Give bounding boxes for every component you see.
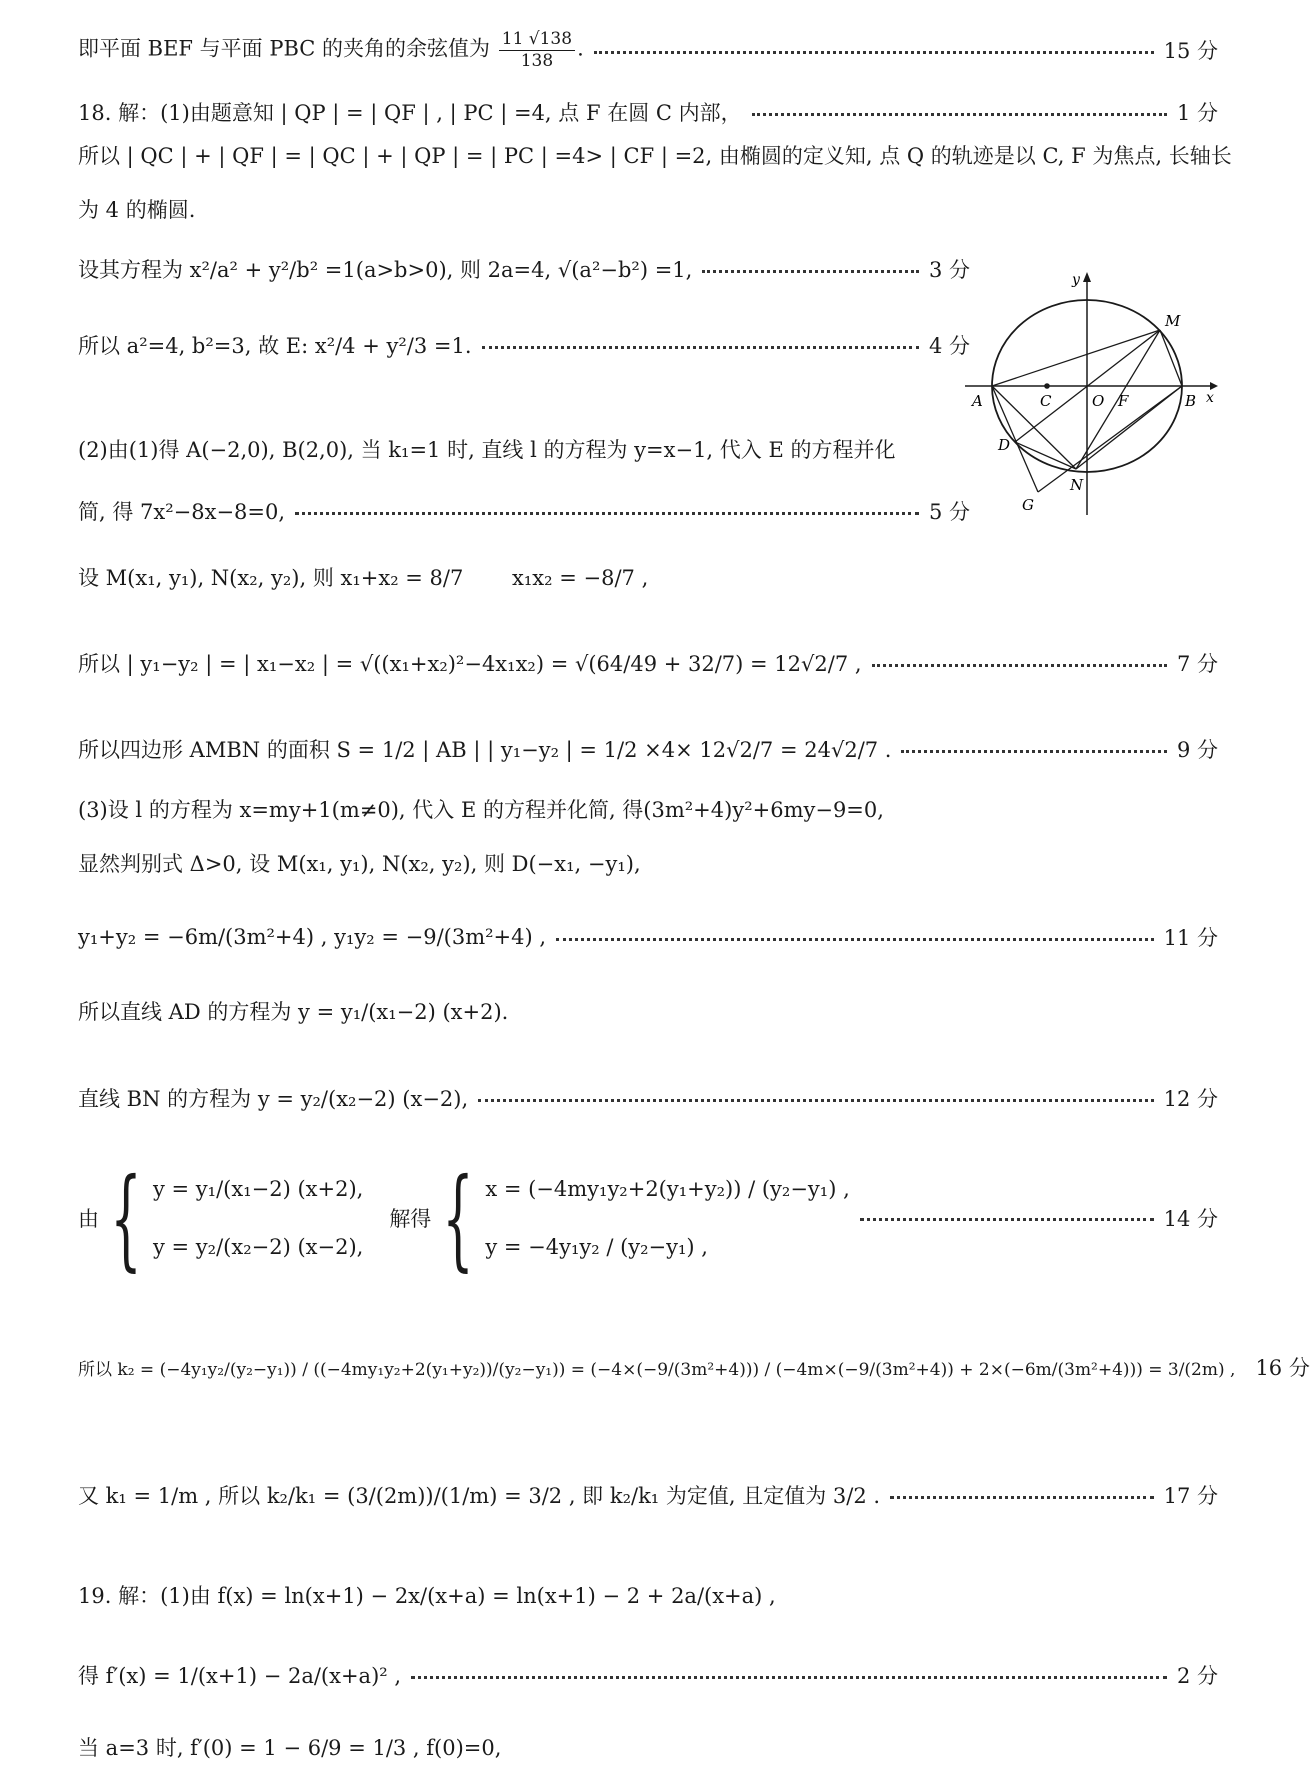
solution-18-line-6	[78, 330, 970, 360]
solution-18-line-7: (2)由(1)得 A(−2,0), B(2,0), 当 k₁=1 时, 直线 l 的方程为 y=x−1, 代入 E 的方程并化	[78, 438, 896, 462]
label-N: N	[1070, 476, 1084, 494]
segment-AM	[992, 330, 1160, 386]
score-label: 4 分	[928, 334, 970, 358]
score-label: 5 分	[928, 500, 970, 524]
score-label: 3 分	[928, 258, 970, 282]
left-brace: {	[442, 1153, 475, 1282]
conclusion-line-17: 即平面 BEF 与平面 PBC 的夹角的余弦值为 $\frac{11 √138}{138}$ . 15 分	[78, 29, 1218, 71]
score-label: 16 分	[1255, 1356, 1310, 1380]
dot-leader	[482, 346, 919, 349]
line-text: 所以四边形 AMBN 的面积 S = 1/2 | AB | | y₁−y₂ | = 1/2 ×4× 12√2/7 = 24√2/7 .	[78, 738, 892, 762]
y-axis-arrow	[1083, 272, 1091, 282]
dot-leader	[872, 664, 1167, 667]
dot-leader	[752, 113, 1167, 116]
solution-18-line-11	[78, 734, 1218, 764]
solution-18-system	[78, 1150, 1218, 1285]
left-brace: {	[110, 1153, 142, 1282]
score-label: 11 分	[1163, 926, 1218, 950]
label-C: C	[1040, 392, 1052, 410]
label-A: A	[972, 392, 983, 410]
score-label: 17 分	[1163, 1484, 1218, 1508]
label-x: x	[1206, 390, 1214, 406]
segment-MB	[1160, 330, 1182, 386]
solution-19-line-2	[78, 1660, 1218, 1690]
score-label: 7 分	[1176, 652, 1218, 676]
solution-18-line-19	[78, 1480, 1218, 1510]
line-text: 18. 解：(1)由题意知 | QP | = | QF | , | PC | =4, 点 F 在圆 C 内部，	[78, 101, 742, 125]
system-eq-4: y = −4y₁y₂ / (y₂−y₁) ,	[485, 1234, 708, 1259]
line-text: 设其方程为 x²/a² + y²/b² =1(a>b>0), 则 2a=4, √(a²−b²) =1,	[78, 258, 693, 282]
solution-18-line-14	[78, 922, 1218, 952]
line-text: y₁+y₂ = −6m/(3m²+4) , y₁y₂ = −9/(3m²+4) ,	[78, 925, 547, 949]
solution-19-line-3: 当 a=3 时, f′(0) = 1 − 6/9 = 1/3 , f(0)=0,	[78, 1736, 502, 1760]
line-text: 简, 得 7x²−8x−8=0,	[78, 500, 286, 524]
solution-18-line-18	[78, 1352, 1310, 1382]
solution-19-line-1: 19. 解：(1)由 f(x) = ln(x+1) − 2x/(x+a) = ln(x+1) − 2 + 2a/(x+a) ,	[78, 1584, 776, 1608]
dot-leader	[702, 270, 919, 273]
label-F: F	[1118, 392, 1129, 410]
solution-18-line-9: 设 M(x₁, y₁), N(x₂, y₂), 则 x₁+x₂ = 8/7 x₁x₂ = −8/7 ,	[78, 566, 649, 590]
line-text: 又 k₁ = 1/m , 所以 k₂/k₁ = (3/(2m))/(1/m) = 3/2 , 即 k₂/k₁ 为定值, 且定值为 3/2 .	[78, 1484, 881, 1508]
line-text: 所以 | y₁−y₂ | = | x₁−x₂ | = √((x₁+x₂)²−4x₁x₂) = √(64/49 + 32/7) = 12√2/7 ,	[78, 652, 862, 676]
line-text: 即平面 BEF 与平面 PBC 的夹角的余弦值为	[78, 36, 491, 61]
solution-18-line-16	[78, 1083, 1218, 1113]
solution-18-line-12: (3)设 l 的方程为 x=my+1(m≠0), 代入 E 的方程并化简, 得(3m²+4)y²+6my−9=0,	[78, 798, 884, 822]
x-axis-arrow	[1210, 382, 1218, 390]
dot-leader	[295, 512, 919, 515]
dot-leader	[478, 1099, 1153, 1102]
solution-18-line-5	[78, 254, 970, 284]
ellipse-figure	[960, 270, 1220, 530]
line-text: 直线 BN 的方程为 y = y₂/(x₂−2) (x−2),	[78, 1087, 469, 1111]
system-eq-3: x = (−4my₁y₂+2(y₁+y₂)) / (y₂−y₁) ,	[485, 1176, 850, 1201]
score-label: 12 分	[1163, 1087, 1218, 1111]
dot-leader	[411, 1676, 1167, 1679]
label-G: G	[1022, 496, 1034, 514]
line-text: 得 f′(x) = 1/(x+1) − 2a/(x+a)² ,	[78, 1664, 402, 1688]
point-C	[1044, 383, 1050, 389]
label-D: D	[998, 436, 1011, 454]
solution-18-line-8	[78, 496, 970, 526]
system-eq-1: y = y₁/(x₁−2) (x+2),	[153, 1176, 364, 1201]
line-text: 所以 k₂ = (−4y₁y₂/(y₂−y₁)) / ((−4my₁y₂+2(y₁+y₂))/(y₂−y₁)) = (−4×(−9/(3m²+4))) / (−4m×(−9/(3m²+4)) + 2×(−6m/(3m²+4))) = 3/(2m) ,	[78, 1359, 1236, 1380]
label-y: y	[1072, 272, 1080, 288]
segment-DN	[1015, 442, 1076, 469]
label-B: B	[1185, 392, 1197, 410]
dot-leader	[556, 938, 1154, 941]
solution-18-step-1	[78, 97, 1218, 127]
score-label: 2 分	[1176, 1664, 1218, 1688]
solution-18-line-10	[78, 648, 1218, 678]
dot-leader	[890, 1496, 1154, 1499]
solution-18-line-3: 所以 | QC | + | QF | = | QC | + | QP | = | PC | =4> | CF | =2, 由椭圆的定义知, 点 Q 的轨迹是以 C, F 为焦点, 长轴长	[78, 144, 1232, 168]
score-label: 15 分	[1163, 39, 1218, 64]
solution-18-line-4: 为 4 的椭圆.	[78, 198, 196, 222]
system-eq-2: y = y₂/(x₂−2) (x−2),	[153, 1234, 364, 1259]
dot-leader	[594, 51, 1154, 54]
score-label: 14 分	[1163, 1206, 1218, 1231]
line-text: 所以 a²=4, b²=3, 故 E: x²/4 + y²/3 =1.	[78, 334, 472, 358]
solution-18-line-15: 所以直线 AD 的方程为 y = y₁/(x₁−2) (x+2).	[78, 1000, 509, 1024]
score-label: 1 分	[1176, 101, 1218, 125]
label-M: M	[1165, 312, 1181, 330]
dot-leader	[901, 750, 1166, 753]
dot-leader	[860, 1218, 1154, 1221]
fraction: $\frac{11 √138}{138}$	[499, 30, 575, 70]
score-label: 9 分	[1176, 738, 1218, 762]
equation-system: 由 { y = y₁/(x₁−2) (x+2), y = y₂/(x₂−2) (x−2), 解得 { x = (−4my₁y₂+2(y₁+y₂)) / (y₂−y₁) , y = −4y₁y₂ / (y₂−y₁) ,	[78, 1153, 850, 1282]
label-O: O	[1092, 392, 1105, 410]
segment-GB	[1038, 386, 1182, 492]
solution-18-line-13: 显然判别式 Δ>0, 设 M(x₁, y₁), N(x₂, y₂), 则 D(−x₁, −y₁),	[78, 852, 641, 876]
